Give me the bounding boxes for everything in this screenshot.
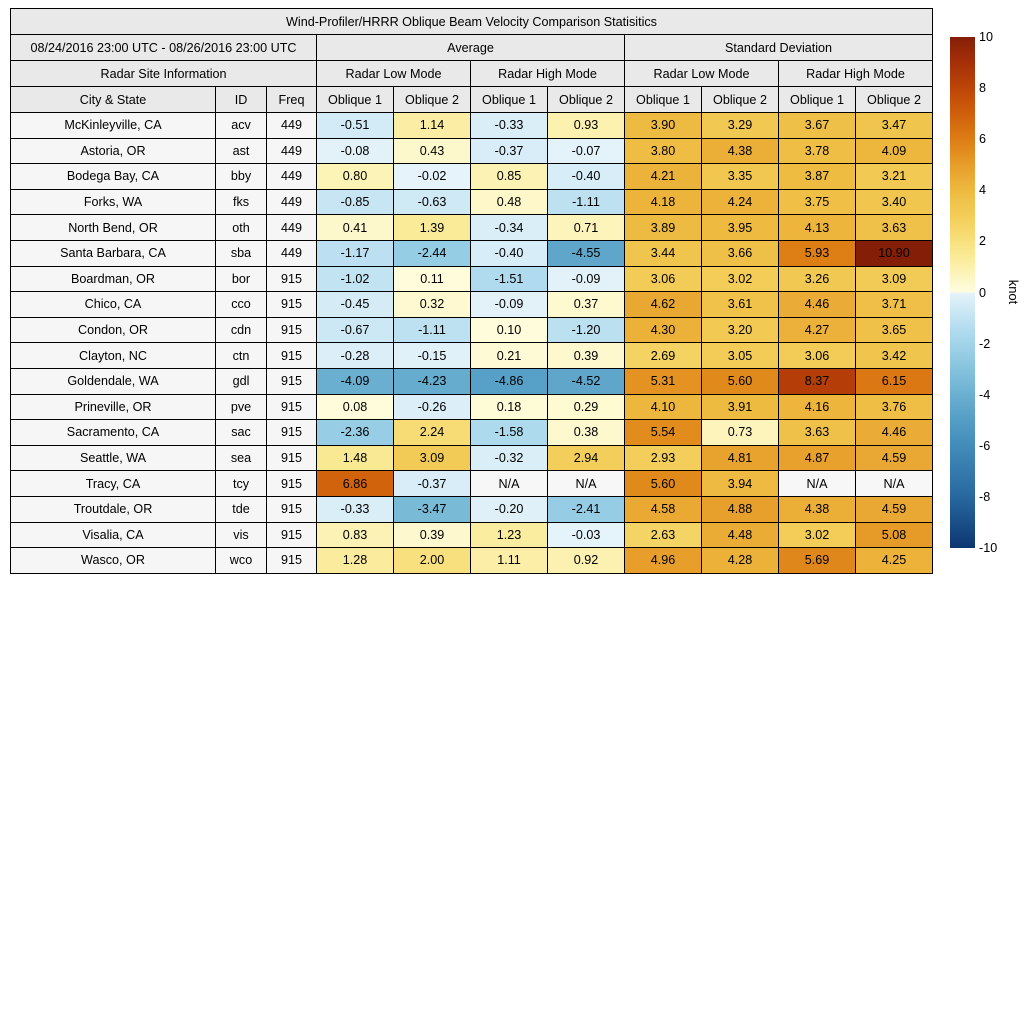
mode-header: Radar High Mode [779,61,933,87]
value-cell: 8.37 [779,368,856,394]
value-cell: 2.93 [625,445,702,471]
freq-cell: 915 [267,445,317,471]
value-cell: 1.14 [394,113,471,139]
freq-cell: 915 [267,471,317,497]
value-cell: 3.35 [702,164,779,190]
value-cell: -0.33 [471,113,548,139]
value-cell: -1.20 [548,317,625,343]
col-oblique: Oblique 2 [856,87,933,113]
value-cell: 2.24 [394,420,471,446]
table-row [11,266,933,292]
site-id-cell: tcy [216,471,267,497]
value-cell: -3.47 [394,496,471,522]
value-cell: 4.59 [856,445,933,471]
value-cell: 5.08 [856,522,933,548]
freq-cell: 915 [267,420,317,446]
site-id-cell: sba [216,240,267,266]
value-cell: 0.71 [548,215,625,241]
value-cell: 4.27 [779,317,856,343]
city-state-cell: Santa Barbara, CA [11,240,216,266]
col-oblique: Oblique 1 [625,87,702,113]
value-cell: 3.09 [394,445,471,471]
value-cell: 4.16 [779,394,856,420]
value-cell: 4.46 [779,292,856,318]
value-cell: 0.73 [702,420,779,446]
table-row [11,496,933,522]
table-row [11,343,933,369]
group-header-row [11,35,933,61]
value-cell: -0.02 [394,164,471,190]
value-cell: 0.11 [394,266,471,292]
value-cell: -0.07 [548,138,625,164]
value-cell: N/A [856,471,933,497]
value-cell: -1.17 [317,240,394,266]
value-cell: 3.91 [702,394,779,420]
value-cell: 0.85 [471,164,548,190]
value-cell: 4.24 [702,189,779,215]
value-cell: 6.86 [317,471,394,497]
value-cell: 0.48 [471,189,548,215]
table-row [11,368,933,394]
freq-cell: 449 [267,215,317,241]
freq-cell: 915 [267,496,317,522]
city-state-cell: Seattle, WA [11,445,216,471]
value-cell: 0.32 [394,292,471,318]
value-cell: 4.30 [625,317,702,343]
value-cell: 0.18 [471,394,548,420]
value-cell: 4.88 [702,496,779,522]
table-row [11,164,933,190]
site-id-cell: bor [216,266,267,292]
value-cell: 4.28 [702,548,779,574]
value-cell: 5.54 [625,420,702,446]
city-state-cell: North Bend, OR [11,215,216,241]
site-id-cell: wco [216,548,267,574]
value-cell: 5.60 [625,471,702,497]
value-cell: N/A [548,471,625,497]
value-cell: 4.10 [625,394,702,420]
table-row [11,215,933,241]
city-state-cell: Prineville, OR [11,394,216,420]
value-cell: 5.31 [625,368,702,394]
city-state-cell: Chico, CA [11,292,216,318]
city-state-cell: Goldendale, WA [11,368,216,394]
title-row [11,9,933,35]
site-id-cell: oth [216,215,267,241]
site-id-cell: gdl [216,368,267,394]
table-row [11,292,933,318]
value-cell: -2.44 [394,240,471,266]
freq-cell: 449 [267,240,317,266]
value-cell: -4.52 [548,368,625,394]
value-cell: 3.78 [779,138,856,164]
value-cell: 3.63 [856,215,933,241]
value-cell: 3.47 [856,113,933,139]
table-row [11,548,933,574]
value-cell: 3.20 [702,317,779,343]
value-cell: 3.61 [702,292,779,318]
city-state-cell: Wasco, OR [11,548,216,574]
value-cell: -1.58 [471,420,548,446]
mode-header: Radar High Mode [471,61,625,87]
value-cell: 2.94 [548,445,625,471]
site-id-cell: cco [216,292,267,318]
value-cell: 0.39 [548,343,625,369]
value-cell: 6.15 [856,368,933,394]
value-cell: 3.76 [856,394,933,420]
city-state-cell: Visalia, CA [11,522,216,548]
city-state-cell: Bodega Bay, CA [11,164,216,190]
col-city-state: City & State [11,87,216,113]
freq-cell: 915 [267,343,317,369]
value-cell: 3.80 [625,138,702,164]
group-average: Average [317,35,625,61]
value-cell: -0.28 [317,343,394,369]
freq-cell: 915 [267,292,317,318]
value-cell: 4.46 [856,420,933,446]
value-cell: 3.66 [702,240,779,266]
value-cell: 4.48 [702,522,779,548]
site-id-cell: sac [216,420,267,446]
colorbar-tick-label: 8 [979,81,987,96]
city-state-cell: Forks, WA [11,189,216,215]
table-row [11,420,933,446]
value-cell: 4.38 [779,496,856,522]
value-cell: 5.69 [779,548,856,574]
site-id-cell: vis [216,522,267,548]
value-cell: -0.51 [317,113,394,139]
table-row [11,240,933,266]
colorbar-tick-label: -6 [979,438,991,453]
value-cell: -0.09 [471,292,548,318]
value-cell: 3.05 [702,343,779,369]
col-oblique: Oblique 2 [702,87,779,113]
table-row [11,445,933,471]
site-id-cell: tde [216,496,267,522]
colorbar-gradient [950,37,975,548]
col-oblique: Oblique 2 [394,87,471,113]
value-cell: -0.32 [471,445,548,471]
site-id-cell: ast [216,138,267,164]
value-cell: -0.37 [471,138,548,164]
site-id-cell: pve [216,394,267,420]
site-info-header: Radar Site Information [11,61,317,87]
value-cell: 0.80 [317,164,394,190]
freq-cell: 449 [267,164,317,190]
value-cell: -0.15 [394,343,471,369]
city-state-cell: Tracy, CA [11,471,216,497]
colorbar-tick-label: 4 [979,183,987,198]
site-id-cell: ctn [216,343,267,369]
col-oblique: Oblique 2 [548,87,625,113]
freq-cell: 449 [267,189,317,215]
value-cell: 4.58 [625,496,702,522]
colorbar-tick-label: 2 [979,234,987,249]
value-cell: 0.93 [548,113,625,139]
mode-header-row [11,61,933,87]
value-cell: -0.33 [317,496,394,522]
value-cell: 3.75 [779,189,856,215]
value-cell: -2.41 [548,496,625,522]
value-cell: 0.37 [548,292,625,318]
value-cell: 4.18 [625,189,702,215]
freq-cell: 449 [267,138,317,164]
value-cell: -2.36 [317,420,394,446]
colorbar-tick-label: 10 [979,30,994,44]
colorbar-tick-label: -2 [979,336,991,351]
value-cell: 3.21 [856,164,933,190]
value-cell: 1.48 [317,445,394,471]
value-cell: N/A [471,471,548,497]
table-row [11,522,933,548]
colorbar-tick-label: 0 [979,285,987,300]
value-cell: 0.29 [548,394,625,420]
value-cell: -0.63 [394,189,471,215]
date-range: 08/24/2016 23:00 UTC - 08/26/2016 23:00 UTC [11,35,317,61]
value-cell: 3.02 [779,522,856,548]
value-cell: 3.71 [856,292,933,318]
value-cell: -4.55 [548,240,625,266]
value-cell: 3.29 [702,113,779,139]
city-state-cell: Troutdale, OR [11,496,216,522]
freq-cell: 915 [267,522,317,548]
value-cell: 3.44 [625,240,702,266]
value-cell: 5.93 [779,240,856,266]
col-id: ID [216,87,267,113]
value-cell: 3.09 [856,266,933,292]
value-cell: 0.39 [394,522,471,548]
value-cell: -4.23 [394,368,471,394]
value-cell: 4.21 [625,164,702,190]
value-cell: -1.11 [548,189,625,215]
freq-cell: 915 [267,394,317,420]
value-cell: 3.40 [856,189,933,215]
city-state-cell: Boardman, OR [11,266,216,292]
colorbar-tick-label: -10 [979,541,998,555]
value-cell: -1.51 [471,266,548,292]
table-row [11,113,933,139]
value-cell: 0.41 [317,215,394,241]
value-cell: 4.62 [625,292,702,318]
value-cell: 3.90 [625,113,702,139]
value-cell: 4.59 [856,496,933,522]
value-cell: 3.63 [779,420,856,446]
value-cell: -4.86 [471,368,548,394]
value-cell: N/A [779,471,856,497]
stats-table [10,8,933,574]
freq-cell: 915 [267,548,317,574]
value-cell: 0.43 [394,138,471,164]
col-oblique: Oblique 1 [779,87,856,113]
value-cell: -0.40 [471,240,548,266]
value-cell: 2.69 [625,343,702,369]
value-cell: 1.28 [317,548,394,574]
column-header-row [11,87,933,113]
value-cell: 0.10 [471,317,548,343]
value-cell: 3.65 [856,317,933,343]
value-cell: 3.87 [779,164,856,190]
value-cell: -1.11 [394,317,471,343]
freq-cell: 915 [267,317,317,343]
value-cell: 3.06 [779,343,856,369]
value-cell: 0.83 [317,522,394,548]
value-cell: 4.25 [856,548,933,574]
value-cell: 3.02 [702,266,779,292]
value-cell: 10.90 [856,240,933,266]
value-cell: 3.67 [779,113,856,139]
value-cell: -0.20 [471,496,548,522]
city-state-cell: Sacramento, CA [11,420,216,446]
colorbar-unit-label: knot [1006,279,1022,305]
table-row [11,317,933,343]
site-id-cell: fks [216,189,267,215]
mode-header: Radar Low Mode [317,61,471,87]
colorbar-tick-label: -8 [979,489,991,504]
value-cell: -0.03 [548,522,625,548]
value-cell: 3.06 [625,266,702,292]
freq-cell: 449 [267,113,317,139]
city-state-cell: Condon, OR [11,317,216,343]
table-row [11,471,933,497]
colorbar-tick-label: -4 [979,387,991,402]
value-cell: -0.45 [317,292,394,318]
value-cell: -0.37 [394,471,471,497]
value-cell: -0.40 [548,164,625,190]
value-cell: 5.60 [702,368,779,394]
value-cell: -0.09 [548,266,625,292]
value-cell: 3.26 [779,266,856,292]
value-cell: -4.09 [317,368,394,394]
col-freq: Freq [267,87,317,113]
value-cell: 4.09 [856,138,933,164]
value-cell: 3.42 [856,343,933,369]
value-cell: 0.38 [548,420,625,446]
value-cell: -0.34 [471,215,548,241]
value-cell: -0.85 [317,189,394,215]
city-state-cell: McKinleyville, CA [11,113,216,139]
value-cell: 0.21 [471,343,548,369]
value-cell: -1.02 [317,266,394,292]
freq-cell: 915 [267,368,317,394]
value-cell: 1.39 [394,215,471,241]
table-row [11,189,933,215]
site-id-cell: acv [216,113,267,139]
value-cell: 4.81 [702,445,779,471]
site-id-cell: sea [216,445,267,471]
city-state-cell: Astoria, OR [11,138,216,164]
value-cell: 0.92 [548,548,625,574]
site-id-cell: cdn [216,317,267,343]
value-cell: 4.96 [625,548,702,574]
value-cell: -0.26 [394,394,471,420]
group-std-deviation: Standard Deviation [625,35,933,61]
value-cell: 4.38 [702,138,779,164]
value-cell: 4.13 [779,215,856,241]
value-cell: 1.23 [471,522,548,548]
table-title: Wind-Profiler/HRRR Oblique Beam Velocity Comparison Statisitics [11,9,933,35]
value-cell: 0.08 [317,394,394,420]
value-cell: 2.63 [625,522,702,548]
value-cell: 2.00 [394,548,471,574]
value-cell: 3.89 [625,215,702,241]
value-cell: -0.67 [317,317,394,343]
table-row [11,138,933,164]
freq-cell: 915 [267,266,317,292]
table-row [11,394,933,420]
value-cell: 3.94 [702,471,779,497]
value-cell: 4.87 [779,445,856,471]
site-id-cell: bby [216,164,267,190]
colorbar-tick-label: 6 [979,132,987,147]
city-state-cell: Clayton, NC [11,343,216,369]
col-oblique: Oblique 1 [317,87,394,113]
value-cell: 3.95 [702,215,779,241]
col-oblique: Oblique 1 [471,87,548,113]
mode-header: Radar Low Mode [625,61,779,87]
value-cell: 1.11 [471,548,548,574]
value-cell: -0.08 [317,138,394,164]
